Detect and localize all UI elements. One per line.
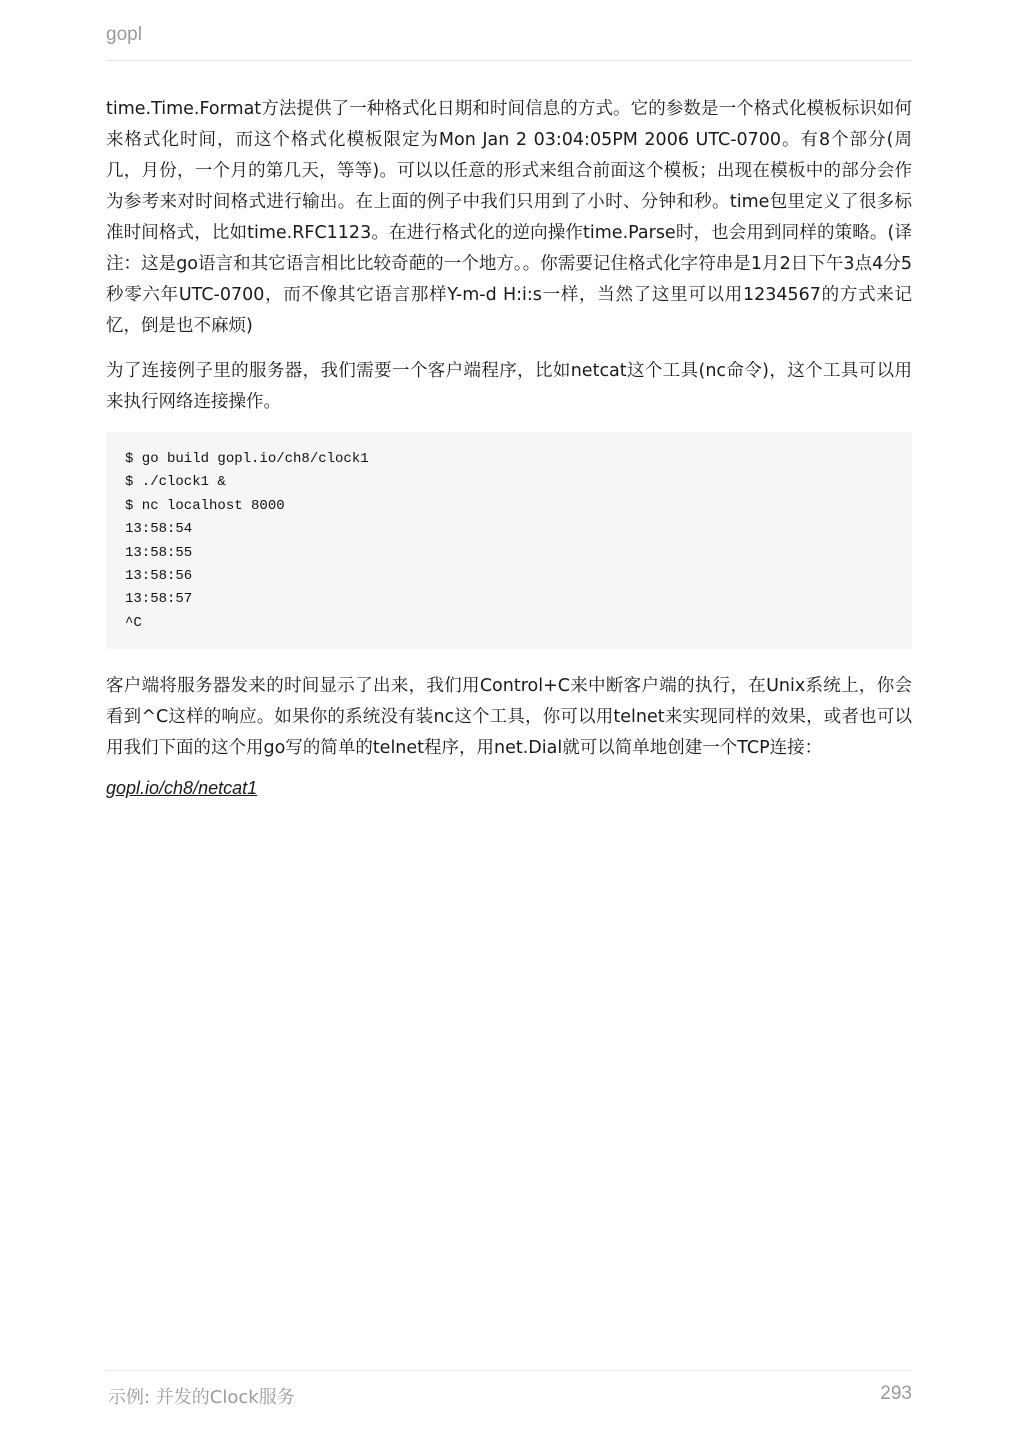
header-divider	[106, 60, 912, 61]
source-link-container	[106, 778, 912, 799]
paragraph-netcat-intro: 为了连接例子里的服务器，我们需要一个客户端程序，比如netcat这个工具(nc命令)，这个工具可以用来执行网络连接操作。	[106, 361, 912, 412]
main-content	[106, 94, 912, 799]
footer-section-title: 示例: 并发的Clock服务	[108, 1387, 295, 1408]
code-block: $ go build gopl.io/ch8/clock1 $ ./clock1 & $ nc localhost 8000 13:58:54 13:58:55 13:58:56 13:58:57 ^C	[106, 432, 912, 649]
running-header: gopl	[106, 24, 142, 45]
paragraph-time-format: time.Time.Format方法提供了一种格式化日期和时间信息的方式。它的参数是一个格式化模板标识如何来格式化时间，而这个格式化模板限定为Mon Jan 2 03:04:05PM 2006 UTC-0700。有8个部分(周几，月份，一个月的第几天，等等)。可以以任意的形式来组合前面这个模板；出现在模板中的部分会作为参考来对时间格式进行输出。在上面的例子中我们只用到了小时、分钟和秒。time包里定义了很多标准时间格式，比如time.RFC1123。在进行格式化的逆向操作time.Parse时，也会用到同样的策略。(译注：这是go语言和其它语言相比比较奇葩的一个地方。。你需要记住格式化字符串是1月2日下午3点4分5秒零六年UTC-0700，而不像其它语言那样Y-m-d H:i:s一样，当然了这里可以用1234567的方式来记忆，倒是也不麻烦)	[106, 99, 912, 336]
footer-divider	[106, 1370, 912, 1371]
source-file-link[interactable]: gopl.io/ch8/netcat1	[106, 778, 258, 799]
paragraph-client-output: 客户端将服务器发来的时间显示了出来，我们用Control+C来中断客户端的执行，在Unix系统上，你会看到^C这样的响应。如果你的系统没有装nc这个工具，你可以用telnet来实现同样的效果，或者也可以用我们下面的这个用go写的简单的telnet程序，用net.Dial就可以简单地创建一个TCP连接：	[106, 676, 912, 759]
page-number: 293	[880, 1383, 912, 1404]
